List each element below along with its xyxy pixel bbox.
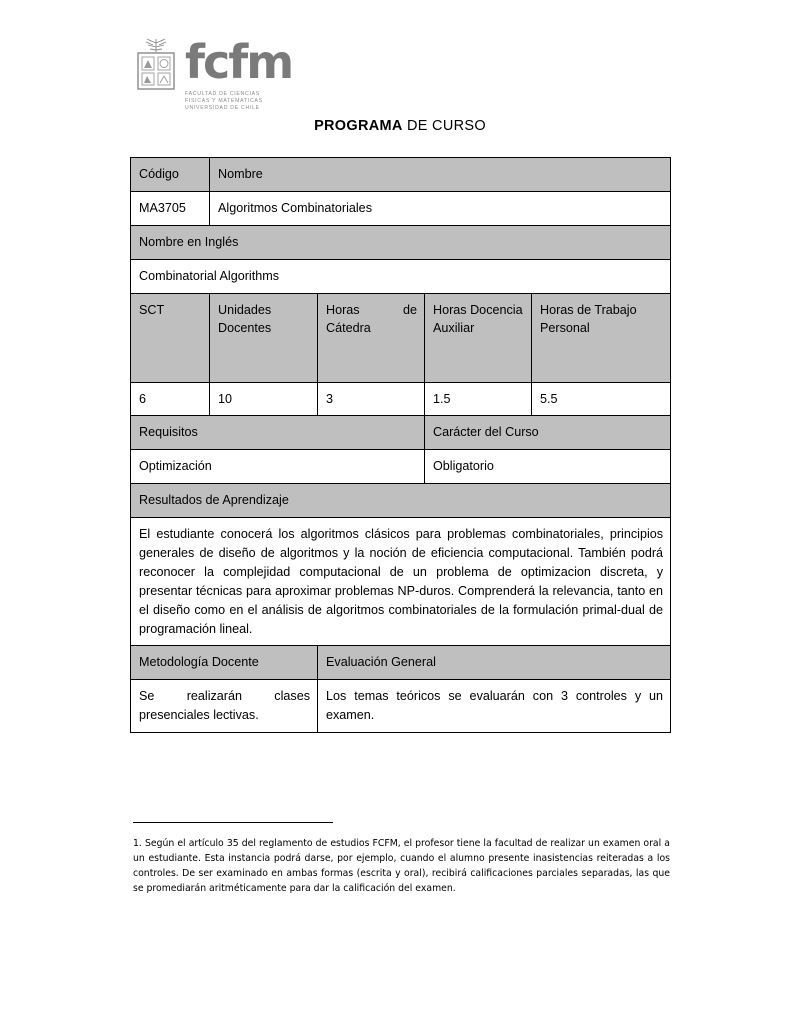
cell-nombre-value: Algoritmos Combinatoriales: [210, 191, 671, 225]
cell-codigo-header: Código: [131, 158, 210, 192]
footnote-divider: [133, 822, 333, 823]
table-row-resultados-header: [131, 484, 671, 518]
table-row-codigo-nombre-value: [131, 191, 671, 225]
cell-caracter-header: Carácter del Curso: [425, 416, 671, 450]
page-title-rest: DE CURSO: [402, 118, 486, 134]
table-row-hours-values: [131, 382, 671, 416]
table-row-requisitos-header: [131, 416, 671, 450]
cell-resultados-value: El estudiante conocerá los algoritmos clásicos para problemas combinatoriales, principios generales de diseño de algoritmos y la noción de eficiencia computacional. También podrá reconocer la complejidad computacional de un problema de optimizacion discreta, y presentar técnicas para aproximar problemas NP-duros. Comprenderá la relevancia, tanto en el diseño como en el análisis de algoritmos combinatoriales de la formulación primal-dual de programación lineal.: [131, 518, 671, 646]
cell-unidades-docentes-value: 10: [210, 382, 318, 416]
cell-metodologia-value: Se realizarán clases presenciales lectivas.: [131, 680, 318, 733]
cell-evaluacion-header: Evaluación General: [318, 646, 671, 680]
page-title-bold: PROGRAMA: [314, 118, 403, 134]
table-row-resultados-value: [131, 518, 671, 646]
cell-codigo-value: MA3705: [131, 191, 210, 225]
fcfm-subtitle-line-3: UNIVERSIDAD DE CHILE: [185, 105, 260, 111]
fcfm-subtitle-line-2: FISICAS Y MATEMATICAS: [185, 98, 263, 104]
cell-requisitos-value: Optimización: [131, 450, 425, 484]
cell-nombre-header: Nombre: [210, 158, 671, 192]
fcfm-wordmark: fcfm: [185, 35, 293, 89]
cell-unidades-docentes-header: Unidades Docentes: [210, 293, 318, 382]
fcfm-crest-icon: [133, 38, 179, 90]
cell-resultados-header: Resultados de Aprendizaje: [131, 484, 671, 518]
page-title: [0, 118, 800, 134]
fcfm-logo: [133, 35, 393, 111]
cell-horas-catedra-header: Horas de Cátedra: [318, 293, 425, 382]
table-row-metodologia-evaluacion-header: [131, 646, 671, 680]
table-row-codigo-nombre-header: [131, 158, 671, 192]
cell-caracter-value: Obligatorio: [425, 450, 671, 484]
cell-horas-trabajo-personal-value: 5.5: [532, 382, 671, 416]
table-row-nombre-ingles-value: [131, 259, 671, 293]
cell-horas-docencia-auxiliar-value: 1.5: [425, 382, 532, 416]
fcfm-subtitle-line-1: FACULTAD DE CIENCIAS: [185, 91, 260, 97]
cell-horas-trabajo-personal-header: Horas de Trabajo Personal: [532, 293, 671, 382]
table-row-hours-headers: [131, 293, 671, 382]
table-row-nombre-ingles-header: [131, 225, 671, 259]
footnote-text: 1. Según el artículo 35 del reglamento de estudios FCFM, el profesor tiene la facultad de realizar un examen oral a un estudiante. Esta instancia podrá darse, por ejemplo, cuando el alumno presente inasistencias reiteradas a los controles. De ser examinado en ambas formas (escrita y oral), recibirá calificaciones parciales separadas, las que se promediarán aritméticamente para dar la calificación del examen.: [133, 838, 670, 895]
cell-nombre-ingles-value: Combinatorial Algorithms: [131, 259, 671, 293]
cell-metodologia-header: Metodología Docente: [131, 646, 318, 680]
cell-requisitos-header: Requisitos: [131, 416, 425, 450]
cell-sct-header: SCT: [131, 293, 210, 382]
cell-nombre-ingles-header: Nombre en Inglés: [131, 225, 671, 259]
table-row-metodologia-evaluacion-value: [131, 680, 671, 733]
cell-evaluacion-value: Los temas teóricos se evaluarán con 3 controles y un examen.: [318, 680, 671, 733]
cell-horas-catedra-value: 3: [318, 382, 425, 416]
cell-horas-docencia-auxiliar-header: Horas Docencia Auxiliar: [425, 293, 532, 382]
fcfm-subtitle: [185, 91, 263, 112]
course-program-table: [130, 157, 671, 733]
cell-sct-value: 6: [131, 382, 210, 416]
table-row-requisitos-value: [131, 450, 671, 484]
